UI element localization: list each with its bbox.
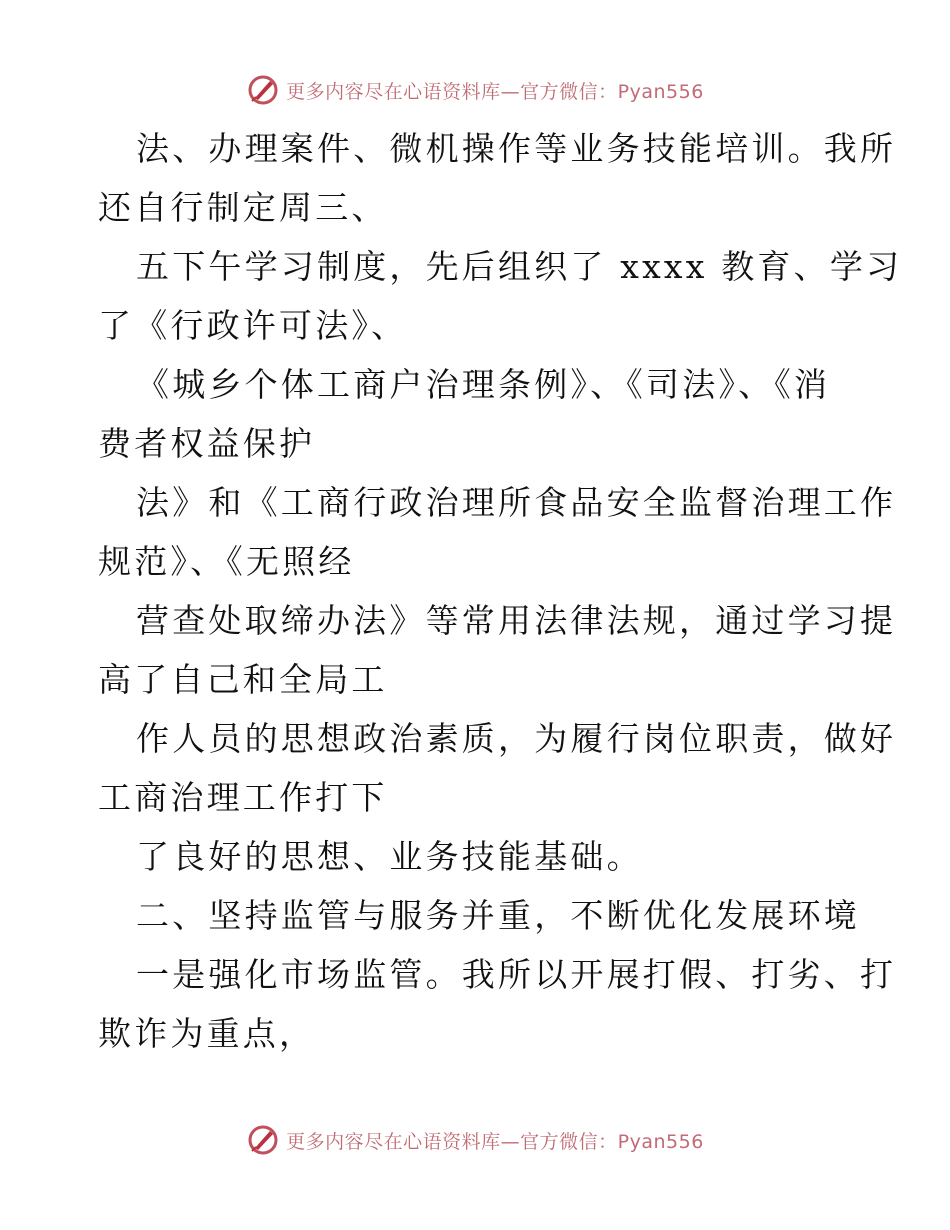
text-line: 二、坚持监管与服务并重，不断优化发展环境 <box>136 896 860 935</box>
text-line: 了良好的思想、业务技能基础。 <box>136 837 643 876</box>
text-line: 法》和《工商行政治理所食品安全监督治理工作 <box>136 483 897 522</box>
quill-logo-icon <box>246 73 280 107</box>
watermark-text <box>286 1127 704 1154</box>
watermark-handle: Pyan556 <box>617 80 704 103</box>
text-line: 工商治理工作打下 <box>98 778 388 817</box>
text-line: 欺诈为重点， <box>98 1014 316 1053</box>
text-line: 《城乡个体工商户治理条例》、《司法》、《消 <box>136 365 831 404</box>
text-line: 高了自己和全局工 <box>98 660 388 699</box>
watermark-inner <box>246 73 704 107</box>
text-line: 法、办理案件、微机操作等业务技能培训。我所 <box>136 129 897 168</box>
watermark-text <box>286 77 704 104</box>
text-line: 作人员的思想政治素质，为履行岗位职责，做好 <box>136 719 897 758</box>
quill-logo-icon <box>246 1123 280 1157</box>
text-line: 营查处取缔办法》等常用法律法规，通过学习提 <box>136 601 897 640</box>
footer-watermark <box>0 1120 950 1160</box>
watermark-inner <box>246 1123 704 1157</box>
header-watermark <box>0 70 950 110</box>
watermark-handle: Pyan556 <box>617 1130 704 1153</box>
text-line: 了《行政许可法》、 <box>98 306 408 345</box>
text-line: 还自行制定周三、 <box>98 188 388 227</box>
text-line: 费者权益保护 <box>98 424 316 463</box>
text-line: 五下午学习制度，先后组织了 xxxx 教育、学习 <box>136 247 903 286</box>
watermark-site-text: 更多内容尽在心语资料库—官方微信： <box>286 80 618 103</box>
text-line: 规范》、《无照经 <box>98 542 355 581</box>
document-body <box>98 119 903 1063</box>
watermark-site-text: 更多内容尽在心语资料库—官方微信： <box>286 1130 618 1153</box>
text-line: 一是强化市场监管。我所以开展打假、打劣、打 <box>136 955 897 994</box>
